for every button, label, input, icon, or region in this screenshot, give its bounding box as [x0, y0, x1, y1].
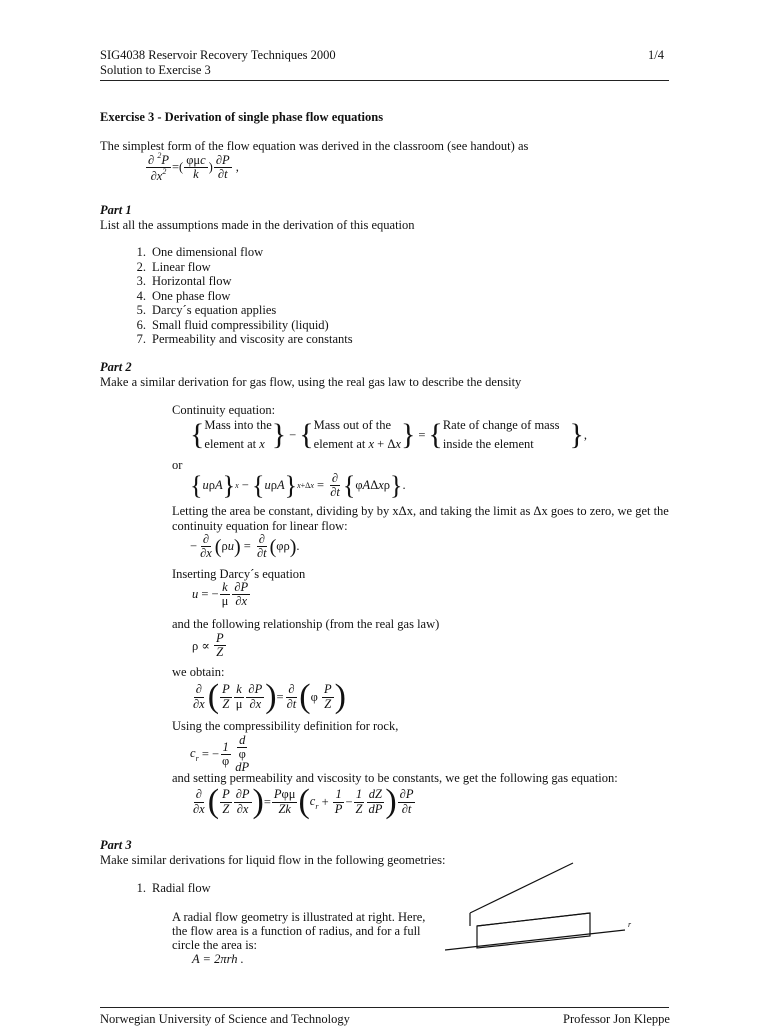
footer-rule	[100, 1007, 669, 1008]
assumption-list	[128, 245, 353, 347]
continuity-word-equation: { Mass into the element at x } − { Mass out of the element at x + Δx } = { Rate of change of mass inside the element } ,	[190, 418, 587, 451]
list-item: 1. Radial flow	[136, 881, 211, 895]
list-item: 4. One phase flow	[136, 288, 231, 303]
intro-text: The simplest form of the flow equation was derived in the classroom (see handout) as	[100, 139, 529, 153]
part3-heading: Part 3	[100, 838, 132, 852]
diffusivity-equation: $\frac{\partial ^2P}{\partial x^2}$ = ( $\frac{\text{φμc}}{k}$ ) $\frac{\partial P}{\partial t}$ ,	[148, 151, 239, 184]
radial-paragraph-1: A radial flow geometry is illustrated at right. Here,	[172, 910, 426, 924]
or-text: or	[172, 458, 183, 472]
part1-heading: Part 1	[100, 203, 132, 217]
darcy-equation: u = − $\frac{k}{\mu}$ $\frac{\partial P}{\partial x}$	[192, 580, 249, 609]
header-subtitle: Solution to Exercise 3	[100, 63, 211, 77]
header-rule	[100, 80, 669, 81]
final-text: and setting permeability and viscosity to be constants, we get the following gas equation:	[172, 771, 618, 785]
linear-continuity-equation: − $\frac{\partial}{\partial x}$ ( ρ u ) = $\frac{\partial}{\partial t}$ ( φρ ) .	[190, 532, 300, 561]
gas-flow-equation: $\frac{\partial}{\partial x}$ ( $\frac{P}{Z}$ $\frac{k}{\mu}$ $\frac{\partial P}{\partial x}$ ) = $\frac{\partial}{\partial t}$ ( φ $\frac{P}{Z}$ )	[193, 678, 346, 715]
compressibility-text: Using the compressibility definition for rock,	[172, 719, 399, 733]
mass-balance-equation: { u ρ A } x − { u ρ A } x+Δx = $\frac{\partial}{\partial t}$ { φ A Δ x ρ } .	[190, 470, 406, 500]
list-item: 3. Horizontal flow	[136, 274, 232, 288]
list-item: 5. Darcy´s equation applies	[136, 303, 277, 317]
footer-author: Professor Jon Kleppe	[563, 1012, 670, 1026]
radial-paragraph-3: circle the area is:	[172, 938, 258, 952]
limit-text-continued: continuity equation for linear flow:	[172, 519, 348, 533]
list-item: 1. One dimensional flow	[136, 245, 264, 259]
part1-prompt: List all the assumptions made in the derivation of this equation	[100, 218, 415, 232]
part2-prompt: Make a similar derivation for gas flow, using the real gas law to describe the density	[100, 375, 522, 389]
area-equation: A = 2πrh .	[192, 952, 244, 966]
header-page-number: 1/4	[648, 48, 664, 62]
radial-paragraph-2: the flow area is a function of radius, and for a full	[172, 924, 421, 938]
part3-prompt: Make similar derivations for liquid flow in the following geometries:	[100, 853, 446, 867]
exercise-title: Exercise 3 - Derivation of single phase flow equations	[100, 110, 384, 124]
continuity-label: Continuity equation:	[172, 403, 276, 417]
radius-axis-label: r	[628, 920, 632, 929]
list-item: 6. Small fluid compressibility (liquid)	[136, 317, 329, 332]
header-course: SIG4038 Reservoir Recovery Techniques 2000	[100, 48, 336, 62]
gaslaw-text: and the following relationship (from the real gas law)	[172, 617, 440, 631]
darcy-text: Inserting Darcy´s equation	[172, 567, 306, 581]
obtain-text: we obtain:	[172, 665, 225, 679]
final-gas-equation: $\frac{\partial}{\partial x}$ ( $\frac{P}{Z}$ $\frac{\partial P}{\partial x}$ ) = $\frac{\text{Pφμ}}{Zk}$ ( $c_r$ + $\frac{1}{P}$ − $\frac{1}{Z}$ $\frac{dZ}{dP}$ ) $\frac{\partial P}{\partial t}$	[193, 783, 414, 820]
density-proportionality: ρ ∝ $\frac{P}{Z}$	[192, 631, 224, 660]
list-item: 2. Linear flow	[136, 259, 211, 274]
limit-text: Letting the area be constant, dividing by by xΔx, and taking the limit as Δx goes to zero, we get the	[172, 504, 669, 518]
rock-compressibility-equation: $c_r$ = − $\frac{1}{\varphi}$ d φ dP	[190, 733, 250, 775]
list-item: 7. Permeability and viscosity are constants	[136, 332, 353, 346]
part2-heading: Part 2	[100, 360, 132, 374]
footer-university: Norwegian University of Science and Technology	[100, 1012, 350, 1026]
radial-flow-diagram	[445, 858, 645, 958]
